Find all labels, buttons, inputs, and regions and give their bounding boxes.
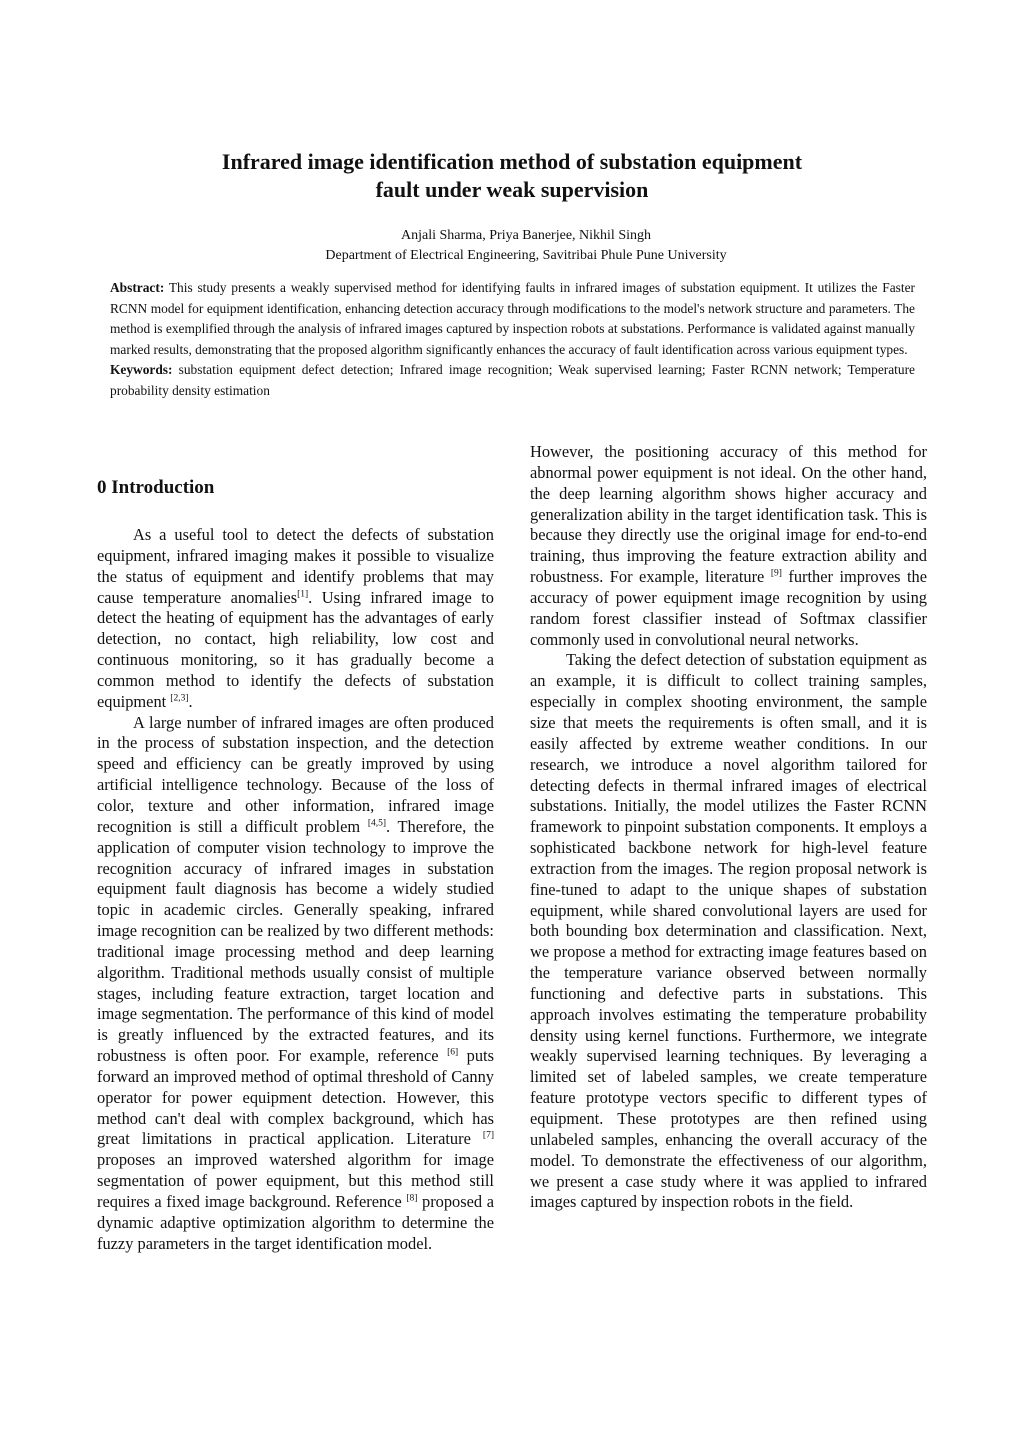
paper-title-line-1: Infrared image identification method of substation equipment	[221, 149, 803, 174]
body-column-left	[97, 472, 494, 1255]
citation-ref: [9]	[770, 568, 782, 579]
keywords-label: Keywords:	[110, 362, 173, 378]
abstract-label: Abstract:	[110, 280, 165, 295]
paragraph-text: further improves the accuracy of power equipment image recognition by using random forest classifier instead of Softmax classifier commonly used in convolutional neural networks.	[530, 567, 927, 649]
author-affiliation: Department of Electrical Engineering, Savitribai Phule Pune University	[325, 248, 727, 263]
section-heading: 0 Introduction	[97, 477, 215, 498]
body-paragraph	[97, 713, 494, 1255]
paragraph-text: As a useful tool to detect the defects of substation equipment, infrared imaging makes it possible to visualize the status of equipment and identify problems that may cause temperature anomalies	[97, 525, 494, 607]
paragraph-text: . Using infrared image to detect the heating of equipment has the advantages of early detection, no contact, high reliability, low cost and continuous monitoring, so it has gradually become a common method to identify the defects of substation equipment	[97, 587, 494, 711]
paper-title-line-2: fault under weak supervision	[375, 177, 649, 202]
paragraph-text: A large number of infrared images are often produced in the process of substation inspection, and the detection speed and efficiency can be greatly improved by using artificial intelligence technology. Because of the loss of color, texture and other information, infrared image recognition is still a difficult problem	[97, 712, 494, 836]
abstract-paragraph	[110, 278, 915, 360]
paragraph-text: puts forward an improved method of optimal threshold of Canny operator for power equipment detection. However, this method can't deal with complex background, which has great limitations in practical application. Literature	[97, 1046, 494, 1149]
paragraph-text: proposes an improved watershed algorithm for image segmentation of power equipment, but this method still requires a fixed image background. Reference	[97, 1150, 494, 1211]
body-paragraph	[97, 525, 494, 713]
citation-ref: [2,3]	[170, 693, 189, 704]
body-column-right	[530, 442, 927, 1213]
abstract-block	[110, 278, 915, 402]
keywords-paragraph	[110, 360, 915, 401]
paragraph-text: . Therefore, the application of computer vision technology to improve the recognition accuracy of infrared images in substation equipment fault diagnosis has become a widely studied topic in academic circles. Generally speaking, infrared image recognition can be realized by two different methods: traditional image processing method and deep learning algorithm. Traditional methods usually consist of multiple stages, including feature extraction, target location and image segmentation. The performance of this kind of model is greatly influenced by the extracted features, and its robustness is often poor. For example, reference	[97, 816, 494, 1066]
body-paragraph: Taking the defect detection of substation equipment as an example, it is difficult to collect training samples, especially in complex shooting environment, the sample size that meets the requirements is often small, and it is easily affected by extreme weather conditions. In our research, we introduce a novel algorithm tailored for detecting defects in thermal infrared images of electrical substations. Initially, the model utilizes the Faster RCNN framework to pinpoint substation components. It employs a sophisticated backbone network for high-level feature extraction from the images. The region proposal network is fine-tuned to adapt to the unique shapes of substation equipment, while shared convolutional layers are used for both bounding box determination and classification. Next, we propose a method for extracting image features based on the temperature variance observed between normally functioning and defective parts in substations. This approach involves estimating the temperature probability density using kernel functions. Furthermore, we integrate weakly supervised learning techniques. By leveraging a limited set of labeled samples, we create temperature feature prototype vectors specific to different types of equipment. These prototypes are then refined using unlabeled samples, enhancing the overall accuracy of the model. To demonstrate the effectiveness of our algorithm, we present a case study where it was applied to infrared images captured by inspection robots in the field.	[530, 650, 927, 1212]
abstract-text: This study presents a weakly supervised method for identifying faults in infrared images of substation equipment. It utilizes the Faster RCNN model for equipment identification, enhancing detection accuracy through modifications to the model's network structure and parameters. The method is exemplified through the analysis of infrared images captured by inspection robots at substations. Performance is validated against manually marked results, demonstrating that the proposed algorithm significantly enhances the accuracy of fault identification across various equipment types.	[110, 280, 915, 357]
citation-ref: [8]	[406, 1193, 418, 1204]
citation-ref: [7]	[482, 1131, 494, 1141]
paper-title	[0, 148, 1024, 204]
keywords-text: substation equipment defect detection; Infrared image recognition; Weak supervised learning; Faster RCNN network; Temperature probability density estimation	[110, 362, 915, 398]
citation-ref: [1]	[297, 589, 309, 600]
paragraph-text: .	[188, 691, 193, 711]
body-paragraph	[530, 442, 927, 650]
paragraph-text: However, the positioning accuracy of this method for abnormal power equipment is not ideal. On the other hand, the deep learning algorithm shows higher accuracy and generalization ability in the target identification task. This is because they directly use the original image for end-to-end training, thus improving the feature extraction ability and robustness. For example, literature	[530, 442, 927, 587]
citation-ref: [6]	[447, 1047, 459, 1058]
paragraph-text: proposed a dynamic adaptive optimization algorithm to determine the fuzzy parameters in the target identification model.	[97, 1192, 494, 1253]
author-block	[0, 226, 1024, 266]
author-names: Anjali Sharma, Priya Banerjee, Nikhil Singh	[400, 228, 651, 243]
citation-ref: [4,5]	[367, 818, 387, 829]
